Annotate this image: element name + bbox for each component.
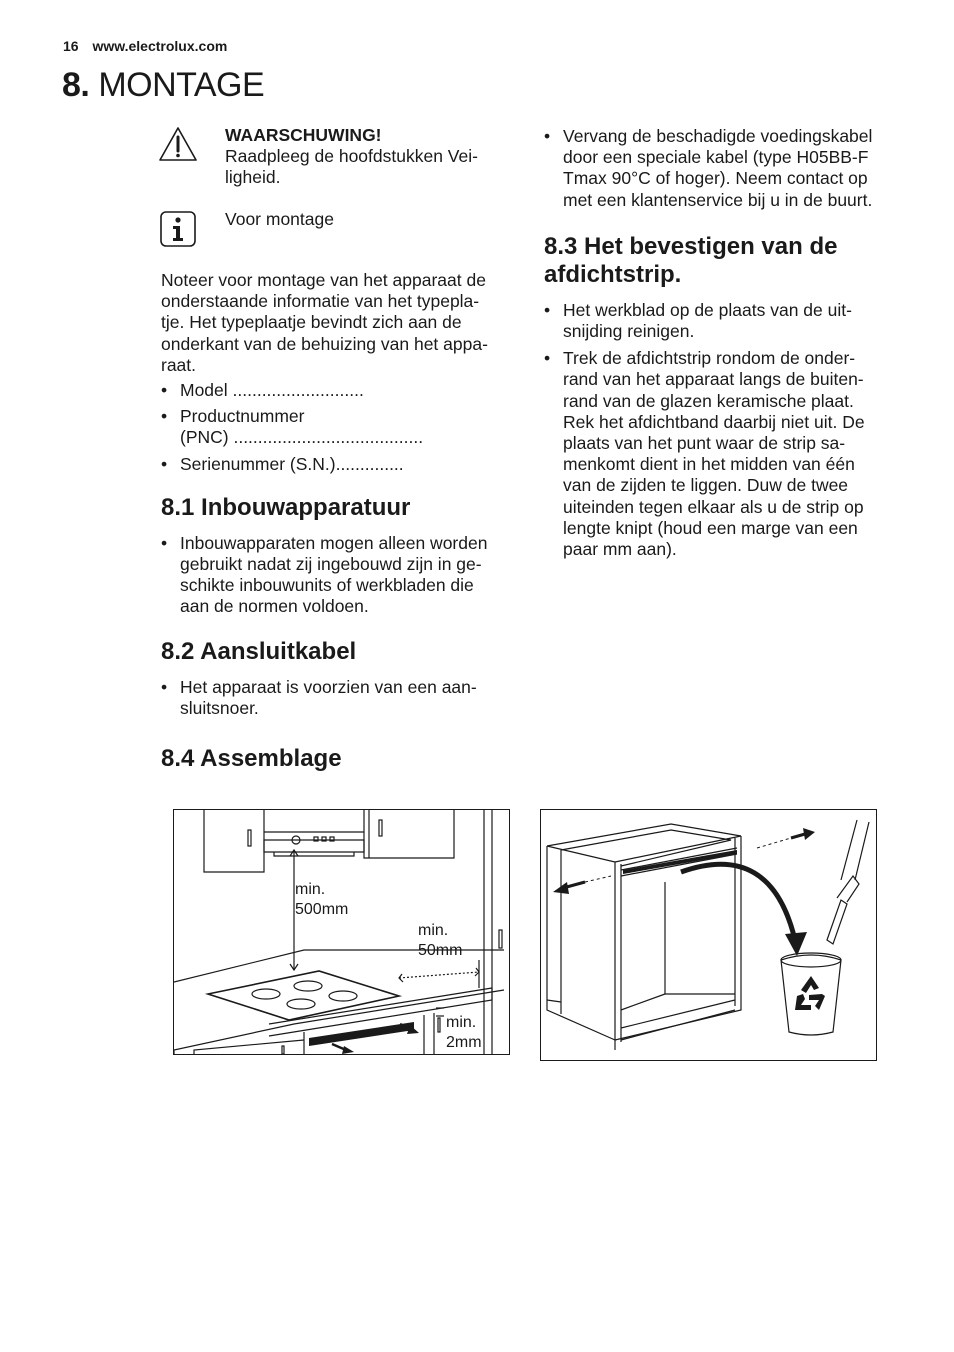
list-item-text: Trek de afdichtstrip rondom de onder- [563, 348, 856, 369]
warning-triangle-icon [158, 126, 198, 162]
section-title: Assemblage [200, 745, 342, 773]
list-item-text: rand van het apparaat langs de buiten- [563, 369, 864, 390]
list-item-text: snijding reinigen. [563, 321, 695, 342]
section-heading [161, 745, 513, 773]
list-item-text: met een klantenservice bij u in de buurt. [563, 189, 873, 210]
page-header [63, 38, 227, 54]
list-item-text: sluitsnoer. [180, 697, 259, 718]
list-item-text: Het apparaat is voorzien van een aan- [180, 676, 477, 697]
list-item-text: Model ........................... [180, 380, 364, 401]
section-heading [544, 233, 896, 289]
section-title: Inbouwapparatuur [201, 493, 411, 521]
right-column [544, 126, 896, 560]
dimension-text: min. [446, 1014, 477, 1031]
list-item-text: lengte knipt (houd een marge van een [563, 517, 858, 538]
list-item-text: Inbouwapparaten mogen alleen worden [180, 532, 488, 553]
list-item-text: uiteinden tegen elkaar als u de strip op [563, 496, 864, 517]
dimension-text: 2mm [446, 1034, 482, 1051]
site-url: www.electrolux.com [92, 38, 228, 54]
list-item-text: Tmax 90°C of hoger). Neem contact op [563, 168, 868, 189]
section-title: afdichtstrip. [544, 260, 682, 288]
section-number: 8.3 [544, 232, 578, 260]
section-heading [161, 638, 513, 666]
dimension-text: 500mm [295, 901, 349, 918]
dimension-label-50mm [418, 921, 462, 961]
page-title [62, 66, 264, 105]
list-item-text: van de zijden te liggen. Duw de twee [563, 475, 849, 496]
dimension-text: 50mm [418, 942, 463, 959]
section-list [161, 677, 513, 719]
list-item [161, 677, 513, 719]
list-item-text: aan de normen voldoen. [180, 596, 369, 617]
dimension-label-500mm [295, 880, 348, 920]
section-number: 8.4 [161, 745, 195, 773]
list-item-text: door een speciale kabel (type H05BB-F [563, 147, 869, 168]
list-item-text: Vervang de beschadigde voedingskabel [563, 126, 873, 146]
intro-paragraph [161, 270, 513, 376]
list-item-text: (PNC) ....................................... [180, 427, 424, 448]
list-item-text: Rek het afdichtband daarbij niet uit. De [563, 411, 865, 432]
list-item-text: Het werkblad op de plaats van de uit- [563, 299, 852, 320]
typeplate-list [161, 380, 513, 475]
cable-list [544, 126, 896, 211]
cabinet-drawing [541, 810, 876, 1060]
list-item [161, 454, 513, 475]
left-column [161, 270, 513, 773]
info-icon [160, 211, 196, 247]
section-title: Het bevestigen van de [584, 232, 838, 260]
installation-clearance-figure [173, 809, 510, 1055]
dimension-label-2mm [446, 1013, 482, 1053]
dimension-text: min. [295, 881, 326, 898]
list-item-text: rand van de glazen keramische plaat. [563, 390, 854, 411]
chapter-title: MONTAGE [98, 66, 265, 104]
list-item-text: menkomt dient in het midden van één [563, 454, 855, 475]
list-item-text: plaats van het punt waar de strip sa- [563, 433, 846, 454]
warning-text [225, 125, 515, 188]
list-item-text: Serienummer (S.N.).............. [180, 453, 404, 474]
list-item-text: paar mm aan). [563, 539, 677, 560]
list-item [544, 126, 896, 211]
section-list [544, 300, 896, 560]
intro-line: onderkant van de behuizing van het appa- [161, 333, 488, 354]
list-item [544, 348, 896, 560]
section-heading [161, 494, 513, 522]
intro-line: raat. [161, 354, 197, 375]
list-item [544, 300, 896, 342]
page-number: 16 [63, 38, 79, 54]
info-text: Voor montage [225, 209, 334, 229]
list-item-text: schikte inbouwunits of werkbladen die [180, 575, 474, 596]
section-list [161, 533, 513, 618]
recycle-bin-icon [789, 972, 833, 1016]
intro-line: Noteer voor montage van het apparaat de [161, 270, 486, 290]
chapter-number: 8. [62, 66, 90, 104]
warning-line: Raadpleeg de hoofdstukken Vei- [225, 146, 478, 166]
section-title: Aansluitkabel [200, 637, 357, 665]
list-item [161, 533, 513, 618]
dimension-text: min. [418, 922, 449, 939]
warning-label: WAARSCHUWING! [225, 125, 382, 145]
list-item-text: Productnummer [180, 406, 305, 427]
packaging-disposal-figure [540, 809, 877, 1061]
list-item [161, 380, 513, 401]
intro-line: tje. Het typeplaatje bevindt zich aan de [161, 312, 462, 333]
warning-line: ligheid. [225, 167, 281, 187]
intro-line: onderstaande informatie van het typepla- [161, 291, 480, 312]
section-number: 8.2 [161, 637, 195, 665]
section-number: 8.1 [161, 493, 195, 521]
list-item [161, 406, 513, 448]
list-item-text: gebruikt nadat zij ingebouwd zijn in ge- [180, 554, 482, 575]
